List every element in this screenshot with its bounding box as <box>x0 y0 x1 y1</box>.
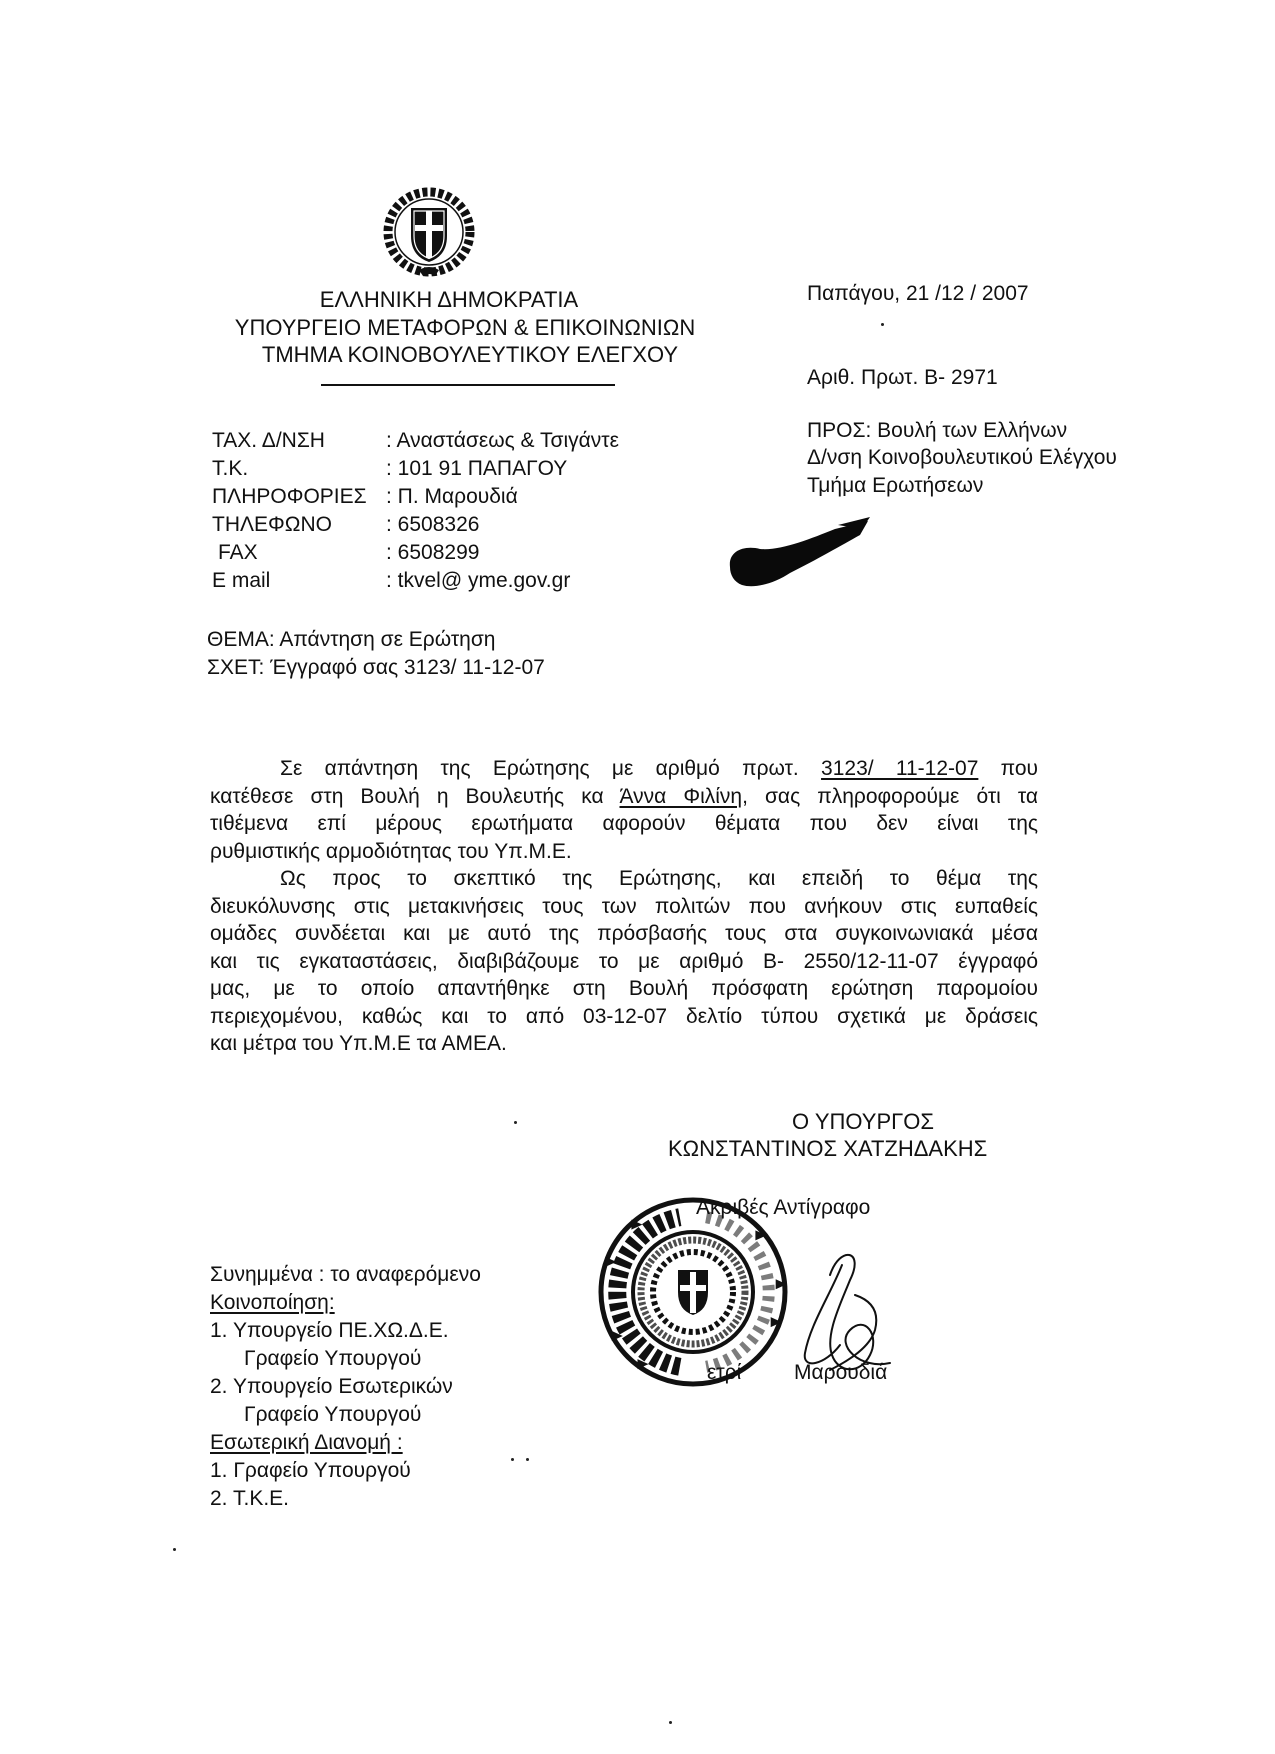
contact-label: Τ.Κ. <box>212 457 249 480</box>
internal-distribution-heading: Εσωτερική Διανομή : <box>210 1431 403 1454</box>
letterhead-ministry: ΥΠΟΥΡΓΕΙΟ ΜΕΤΑΦΟΡΩΝ & ΕΠΙΚΟΙΝΩΝΙΩΝ <box>234 315 696 340</box>
contact-label: FAX <box>218 541 258 564</box>
certifier-last-name: Μαρουδιά <box>794 1361 888 1384</box>
letter-body <box>210 755 1038 1058</box>
contact-row <box>212 483 619 511</box>
handwritten-signature-icon <box>770 1235 920 1385</box>
contact-row <box>212 539 619 567</box>
body-line: μας, με το οποίο απαντήθηκε στη Βουλή πρόσφατη ερώτηση παρομοίου <box>210 977 1038 1000</box>
letterhead-country: ΕΛΛΗΝΙΚΗ ΔΗΜΟΚΡΑΤΙΑ <box>319 287 579 312</box>
letterhead-divider <box>321 384 615 386</box>
body-text: που <box>1000 757 1039 780</box>
recipient-line: Δ/νση Κοινοβουλευτικού Ελέγχου <box>807 446 1117 469</box>
body-line: Ως προς το σκεπτικό της Ερώτησης, και επειδή το θέμα της <box>280 867 1038 890</box>
scan-speck <box>881 323 884 326</box>
body-line: διευκόλυνσης στις μετακινήσεις τους των πολιτών που ανήκουν στις ευπαθείς <box>210 894 1038 918</box>
contact-row <box>212 427 619 455</box>
official-seal-icon <box>593 1192 793 1392</box>
recipient-line: ΠΡΟΣ: Βουλή των Ελλήνων <box>807 419 1068 442</box>
reference-line: ΣΧΕΤ: Έγγραφό σας 3123/ 11-12-07 <box>207 656 545 679</box>
subject-line: ΘΕΜΑ: Απάντηση σε Ερώτηση <box>207 628 496 651</box>
scan-speck <box>514 1121 517 1124</box>
cc-item: Γραφείο Υπουργού <box>244 1347 422 1370</box>
signatory-name: ΚΩΝΣΤΑΝΤΙΝΟΣ ΧΑΤΖΗΔΑΚΗΣ <box>668 1136 988 1161</box>
question-reference-number: 3123/ 11-12-07 <box>821 757 979 780</box>
contact-label: E mail <box>212 569 271 592</box>
contact-label: ΠΛΗΡΟΦΟΡΙΕΣ <box>212 485 367 508</box>
greek-coat-of-arms-icon <box>379 184 479 280</box>
body-line <box>210 783 1038 811</box>
cc-item: Γραφείο Υπουργού <box>244 1403 422 1426</box>
contact-label: ΤΗΛΕΦΩΝΟ <box>212 513 332 536</box>
body-line: ομάδες συνδέεται και με αυτό της πρόσβασής τους στα συγκοινωνιακά μέσα <box>210 922 1038 945</box>
recipient-line: Τμήμα Ερωτήσεων <box>807 474 984 497</box>
mp-name: Άννα Φιλίνη <box>619 784 743 808</box>
signatory-title: Ο ΥΠΟΥΡΓΟΣ <box>792 1109 934 1134</box>
contact-value: : 101 91 ΠΑΠΑΓΟΥ <box>386 457 568 480</box>
body-text: κατέθεσε στη Βουλή η Βουλευτής κα <box>210 784 604 808</box>
scan-speck <box>511 1458 514 1461</box>
distribution-block <box>210 1261 481 1513</box>
redaction-mark-icon <box>720 515 880 595</box>
contact-row <box>212 455 619 483</box>
letterhead-department: ΤΜΗΜΑ ΚΟΙΝΟΒΟΥΛΕΥΤΙΚΟΥ ΕΛΕΓΧΟΥ <box>261 342 679 367</box>
body-line: τιθέμενα επί μέρους ερωτήματα αφορούν θέματα που δεν είναι της <box>210 812 1038 835</box>
protocol-number: Αριθ. Πρωτ. Β- 2971 <box>807 366 998 389</box>
contact-label: ΤΑΧ. Δ/ΝΣΗ <box>212 429 325 452</box>
body-line: και τις εγκαταστάσεις, διαβιβάζουμε το με αριθμό Β- 2550/12-11-07 έγγραφό <box>210 949 1038 973</box>
contact-value: : Π. Μαρουδιά <box>386 485 518 508</box>
body-text: Σε απάντηση της Ερώτησης με αριθμό πρωτ. <box>280 757 799 780</box>
scan-speck <box>173 1548 176 1551</box>
true-copy-label: Ακριβές Αντίγραφο <box>696 1196 871 1219</box>
dateline: Παπάγου, 21 /12 / 2007 <box>807 282 1029 305</box>
internal-distribution-item: 2. Τ.Κ.Ε. <box>210 1487 290 1510</box>
cc-heading: Κοινοποίηση: <box>210 1291 335 1314</box>
body-line: ρυθμιστικής αρμοδιότητας του Υπ.Μ.Ε. <box>210 839 572 863</box>
internal-distribution-item: 1. Γραφείο Υπουργού <box>210 1459 411 1482</box>
attachments-line: Συνημμένα : το αναφερόμενο <box>210 1263 481 1286</box>
contact-value: : tkvel@ yme.gov.gr <box>386 569 571 592</box>
contact-row <box>212 511 619 539</box>
body-text: , σας πληροφορούμε ότι τα <box>742 784 1038 808</box>
body-line: και μέτρα του Υπ.Μ.Ε τα ΑΜΕΑ. <box>210 1032 507 1055</box>
body-line: περιεχομένου, καθώς και το από 03-12-07 δελτίο τύπου σχετικά με δράσεις <box>210 1004 1038 1028</box>
certifier-first-name: ετρί <box>707 1361 742 1384</box>
contact-row <box>212 567 619 595</box>
cc-item: 2. Υπουργείο Εσωτερικών <box>210 1375 453 1398</box>
contact-value: : 6508326 <box>386 513 480 536</box>
scan-speck <box>669 1721 672 1724</box>
body-line <box>210 755 1038 783</box>
cc-item: 1. Υπουργείο ΠΕ.ΧΩ.Δ.Ε. <box>210 1319 449 1342</box>
contact-value: : 6508299 <box>386 541 480 564</box>
contact-value: : Αναστάσεως & Τσιγάντε <box>386 429 619 452</box>
contact-block <box>212 427 619 595</box>
scan-speck <box>526 1458 529 1461</box>
